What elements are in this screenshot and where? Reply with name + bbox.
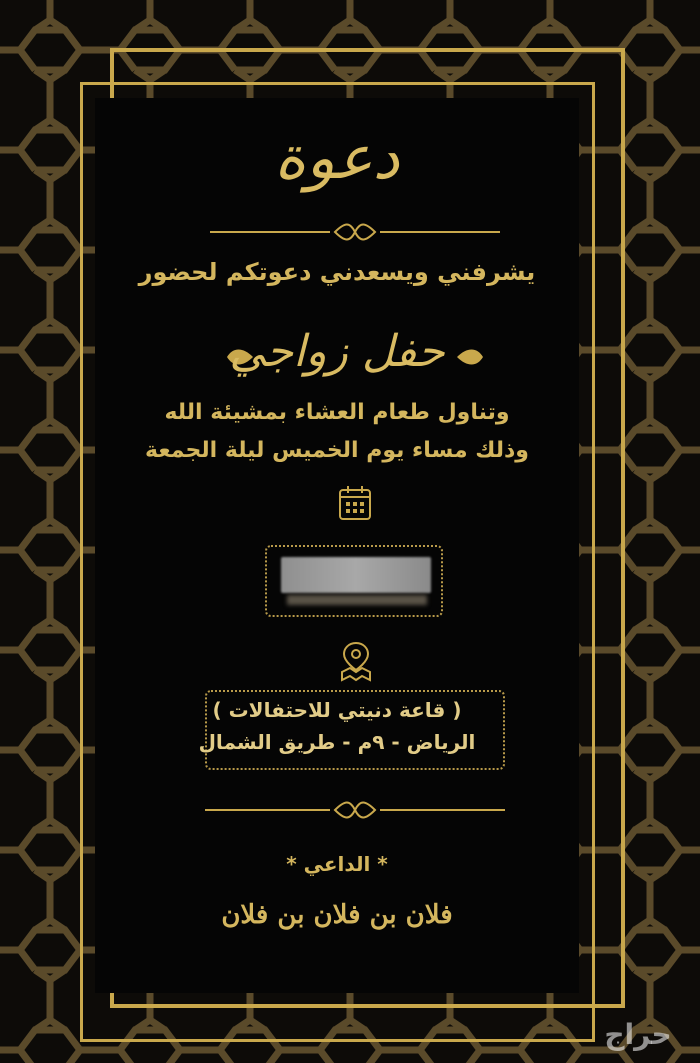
ornament-divider-top-icon [205, 222, 505, 242]
haraj-watermark: حراج [604, 1018, 672, 1051]
host-name: فلان بن فلان بن فلان [221, 900, 453, 930]
calendar-icon [337, 484, 373, 522]
venue-address: الرياض - ٩م - طريق الشمال [198, 730, 476, 754]
invite-line-1: يشرفني ويسعدني دعوتكم لحضور [138, 258, 536, 286]
venue-name: ( قاعة دنيتي للاحتفالات ) [212, 698, 462, 722]
invite-line-3: وذلك مساء يوم الخميس ليلة الجمعة [145, 438, 529, 463]
ornament-divider-bottom-icon [200, 800, 510, 820]
date-redacted [281, 557, 431, 593]
invite-line-2: وتناول طعام العشاء بمشيئة الله [164, 400, 510, 425]
event-name: حفل زواجي [229, 326, 445, 377]
map-pin-icon [338, 640, 374, 682]
host-label: * الداعي * [286, 852, 388, 876]
flourish-right-icon [455, 345, 485, 369]
invitation-title: دعوة [274, 123, 400, 193]
date-box [265, 545, 443, 617]
date-redacted-strip [287, 595, 427, 605]
